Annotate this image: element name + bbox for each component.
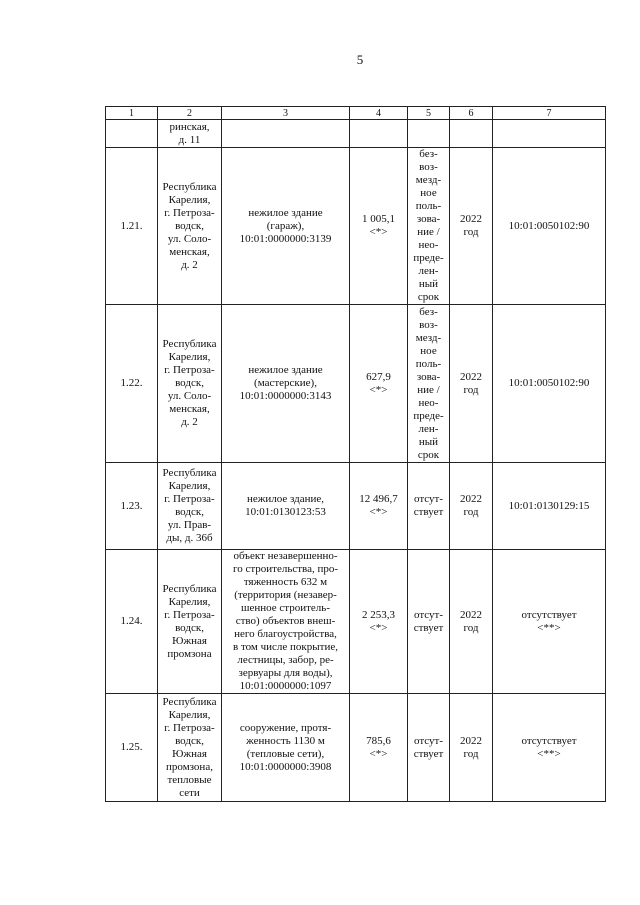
table-header-row (106, 107, 606, 120)
table-row (106, 305, 606, 463)
cell-object: нежилое здание (гараж), 10:01:0000000:3139 (222, 148, 350, 305)
cell-encumbrance: отсут- ствует (408, 463, 450, 550)
cell-address: Республика Карелия, г. Петроза- водск, ул. Прав- ды, д. 36б (158, 463, 222, 550)
header-col-6: 6 (450, 107, 493, 120)
cell-year: 2022 год (450, 305, 493, 463)
header-col-1: 1 (106, 107, 158, 120)
cell-encumbrance (408, 120, 450, 148)
cell-number: 1.24. (106, 550, 158, 694)
cell-area: 2 253,3 <*> (350, 550, 408, 694)
cell-year: 2022 год (450, 148, 493, 305)
cell-encumbrance: отсут- ствует (408, 550, 450, 694)
cell-address: ринская, д. 11 (158, 120, 222, 148)
cell-number: 1.22. (106, 305, 158, 463)
cell-encumbrance: без- воз- мезд- ное поль- зова- ние / нео- преде- лен- ный срок (408, 305, 450, 463)
cell-year (450, 120, 493, 148)
table-row (106, 550, 606, 694)
cell-number: 1.21. (106, 148, 158, 305)
cell-encumbrance: без- воз- мезд- ное поль- зова- ние / нео- преде- лен- ный срок (408, 148, 450, 305)
cell-address: Республика Карелия, г. Петроза- водск, Южная промзона (158, 550, 222, 694)
cell-encumbrance: отсут- ствует (408, 694, 450, 802)
cell-cadastral: 10:01:0050102:90 (493, 305, 606, 463)
cell-cadastral (493, 120, 606, 148)
table-row (106, 463, 606, 550)
cell-address: Республика Карелия, г. Петроза- водск, ул. Соло- менская, д. 2 (158, 305, 222, 463)
cell-number: 1.23. (106, 463, 158, 550)
table-row (106, 694, 606, 802)
cell-cadastral: 10:01:0130129:15 (493, 463, 606, 550)
cell-year: 2022 год (450, 463, 493, 550)
header-col-5: 5 (408, 107, 450, 120)
cell-area: 627,9 <*> (350, 305, 408, 463)
cell-cadastral: отсутствует <**> (493, 694, 606, 802)
property-table (105, 106, 606, 802)
page-number: 5 (356, 52, 364, 67)
cell-cadastral: 10:01:0050102:90 (493, 148, 606, 305)
cell-address: Республика Карелия, г. Петроза- водск, ул. Соло- менская, д. 2 (158, 148, 222, 305)
continuation-row (106, 120, 606, 148)
cell-area: 785,6 <*> (350, 694, 408, 802)
cell-address: Республика Карелия, г. Петроза- водск, Южная промзона, тепловые сети (158, 694, 222, 802)
cell-year: 2022 год (450, 694, 493, 802)
cell-object: сооружение, протя- женность 1130 м (тепловые сети), 10:01:0000000:3908 (222, 694, 350, 802)
header-col-2: 2 (158, 107, 222, 120)
cell-number: 1.25. (106, 694, 158, 802)
table-row (106, 148, 606, 305)
cell-cadastral: отсутствует <**> (493, 550, 606, 694)
cell-object (222, 120, 350, 148)
header-col-7: 7 (493, 107, 606, 120)
cell-object: нежилое здание (мастерские), 10:01:0000000:3143 (222, 305, 350, 463)
cell-area: 12 496,7 <*> (350, 463, 408, 550)
cell-number (106, 120, 158, 148)
header-col-4: 4 (350, 107, 408, 120)
cell-object: нежилое здание, 10:01:0130123:53 (222, 463, 350, 550)
cell-area (350, 120, 408, 148)
cell-area: 1 005,1 <*> (350, 148, 408, 305)
cell-object: объект незавершенно- го строительства, про- тяженность 632 м (территория (незавер- шенное строитель- ство) объектов внеш- него благоустройства, в том числе покрытие, лестницы, забор, ре- зервуары для воды), 10:01:0000000:1097 (222, 550, 350, 694)
cell-year: 2022 год (450, 550, 493, 694)
header-col-3: 3 (222, 107, 350, 120)
